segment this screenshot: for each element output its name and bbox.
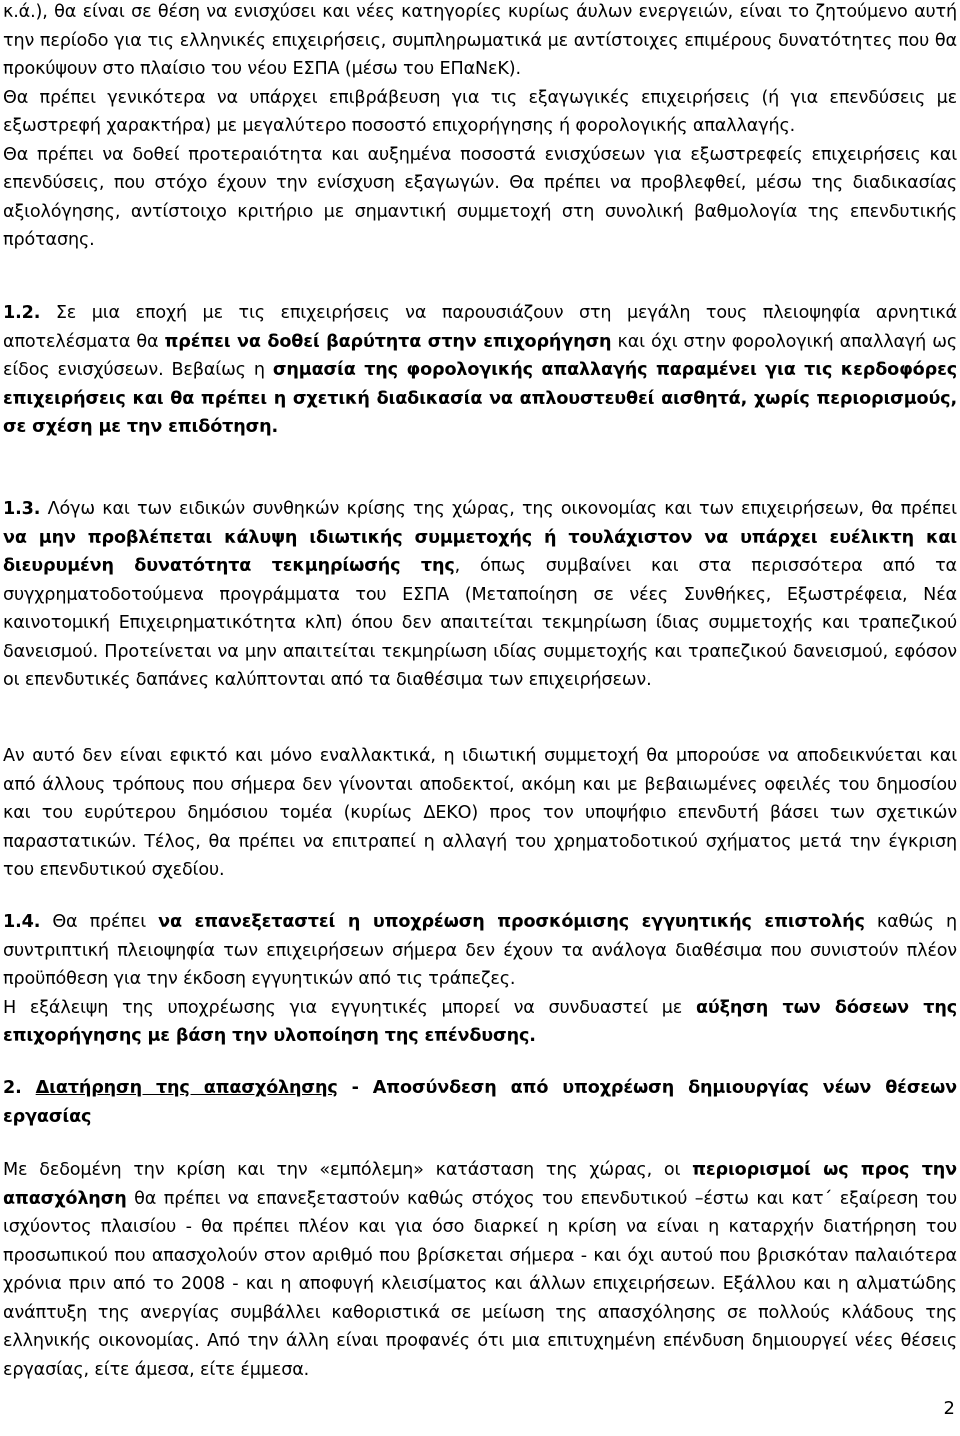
section-title-underlined: Διατήρηση της απασχόλησης: [35, 1078, 338, 1098]
section-text: Η εξάλειψη της υποχρέωσης για εγγυητικές μπορεί να συνδυαστεί με: [3, 997, 696, 1018]
section-bold-text: σημασία της φορολογικής απαλλαγής παραμένει για τις κερδοφόρες επιχειρήσεις και θα πρέπει η σχετική διαδικασία να απλουστευθεί αισθητά, χωρίς περιορισμούς, σε σχέση με την επιδότηση.: [3, 360, 957, 437]
section-text: καθώς η συντριπτική πλειοψηφία των επιχειρήσεων σήμερα δεν έχουν τα ανάλογα διαθέσιμα που συνιστούν πλέον προϋπόθεση για την έκδοση εγγυητικών από τις τράπεζες.: [3, 912, 957, 989]
section-text: Λόγω και των ειδικών συνθηκών κρίσης της χώρας, της οικονομίας και των επιχειρήσεων, θα πρέπει: [40, 499, 957, 519]
section-number: 1.3.: [3, 499, 41, 519]
section-text: Με δεδομένη την κρίση και την «εμπόλεμη» κατάσταση της χώρας, οι: [3, 1160, 693, 1180]
section-bold-text: πρέπει να δοθεί βαρύτητα στην επιχορήγηση: [164, 331, 612, 352]
section-text: θα πρέπει να επανεξεταστούν καθώς στόχος του επενδυτικού –έστω και κατ΄ εξαίρεση του ισχύοντος πλαισίου - θα πρέπει πλέον και για όσο διαρκεί η κρίση να είναι η καταρχήν διατήρηση του προσωπικού που απασχολούν στον αριθμό που βρίσκεται σήμερα - και όχι αυτού που βρισκόταν παλαιότερα χρόνια πριν από το 2008 - και η αποφυγή κλεισίματος και άλλων επιχειρήσεων. Εξάλλου και η αλματώδης ανάπτυξη της ανεργίας συμβάλλει καθοριστικά σε μείωση της απασχόλησης σε πολλούς κλάδους της ελληνικής οικονομίας. Από την άλλη είναι προφανές ότι μια επιτυχημένη επένδυση δημιουργεί νέες θέσεις εργασίας, είτε άμεσα, είτε έμμεσα.: [3, 1188, 957, 1380]
section-1-2: [0, 299, 960, 442]
alternative-paragraph: Αν αυτό δεν είναι εφικτό και μόνο εναλλακτικά, η ιδιωτική συμμετοχή θα μπορούσε να αποδεικνύεται και από άλλους τρόπους που σήμερα δεν γίνονται αποδεκτοί, ακόμη και με βεβαιωμένες οφειλές του δημοσίου και του ευρύτερου δημόσιου τομέα (κυρίως ΔΕΚΟ) προς τον υποψήφιο επενδυτή βάσει των σχετικών παραστατικών. Τέλος, θα πρέπει να επιτραπεί η αλλαγή του χρηματοδοτικού σχήματος μετά την έγκριση του επενδυτικού σχεδίου.: [3, 746, 957, 880]
intro-block: [0, 0, 960, 255]
section-2-body: [0, 1156, 960, 1384]
section-text: Σε μια εποχή με τις επιχειρήσεις να παρουσιάζουν στη μεγάλη τους πλειοψηφία αρνητικά αποτελέσματα θα: [3, 303, 957, 352]
section-title-rest: - Αποσύνδεση από υποχρέωση δημιουργίας νέων θέσεων εργασίας: [3, 1078, 957, 1127]
section-2-heading: [0, 1074, 960, 1131]
section-text: και όχι στην φορολογική απαλλαγή ως είδος ενισχύσεων. Βεβαίως η: [3, 331, 958, 380]
section-1-3: [0, 495, 960, 695]
intro-paragraph: κ.ά.), θα είναι σε θέση να ενισχύσει και νέες κατηγορίες κυρίως άυλων ενεργειών, είναι το ζητούμενο αυτή την περίοδο για τις ελληνικές επιχειρήσεις, συμπληρωματικά με αντίστοιχες επιμέρους δυνατότητες που θα προκύψουν στο πλαίσιο του νέου ΕΣΠΑ (μέσω του ΕΠαΝεΚ).: [3, 2, 957, 79]
section-number: 2.: [3, 1078, 36, 1098]
section-1-4: [0, 908, 960, 1051]
section-number: 1.2.: [3, 303, 41, 323]
page-number: 2: [943, 1398, 955, 1419]
export-reward-paragraph: Θα πρέπει γενικότερα να υπάρχει επιβράβευση για τις εξαγωγικές επιχειρήσεις (ή για επενδύσεις με εξωστρεφή χαρακτήρα) με μεγαλύτερο ποσοστό επιχορήγησης ή φορολογικής απαλλαγής.: [3, 87, 957, 136]
section-bold-text: περιορισμοί ως προς την απασχόληση: [3, 1160, 957, 1209]
section-bold-text: να μην προβλέπεται κάλυψη ιδιωτικής συμμετοχής ή τουλάχιστον να υπάρχει ευέλικτη και διευρυμένη δυνατότητα τεκμηρίωσής της: [3, 527, 957, 576]
priority-paragraph: Θα πρέπει να δοθεί προτεραιότητα και αυξημένα ποσοστά ενισχύσεων για εξωστρεφείς επιχειρήσεις και επενδύσεις, που στόχο έχουν την ενίσχυση εξαγωγών. Θα πρέπει να προβλεφθεί, μέσω της διαδικασίας αξιολόγησης, αντίστοιχο κριτήριο με σημαντική συμμετοχή στη συνολική βαθμολογία της επενδυτικής πρότασης.: [3, 144, 957, 250]
section-text: , όπως συμβαίνει και στα περισσότερα από τα συγχρηματοδοτούμενα προγράμματα του ΕΣΠΑ (Μεταποίηση σε νέες Συνθήκες, Εξωστρέφεια, Νέα καινοτομική Επιχειρηματικότητα κλπ) όπου δεν απαιτείται τεκμηρίωση ίδιας συμμετοχής και τραπεζικού δανεισμού. Προτείνεται να μην απαιτείται τεκμηρίωση ιδίας συμμετοχής και τραπεζικού δανεισμού, εφόσον οι επενδυτικές δαπάνες καλύπτονται από τα διαθέσιμα των επιχειρήσεων.: [3, 556, 957, 690]
section-text: Θα πρέπει: [40, 912, 159, 932]
section-number: 1.4.: [3, 912, 41, 932]
section-bold-text: να επανεξεταστεί η υποχρέωση προσκόμισης εγγυητικής επιστολής: [158, 912, 865, 932]
section-bold-text: αύξηση των δόσεων της επιχορήγησης με βάση την υλοποίηση της επένδυσης.: [3, 997, 957, 1046]
